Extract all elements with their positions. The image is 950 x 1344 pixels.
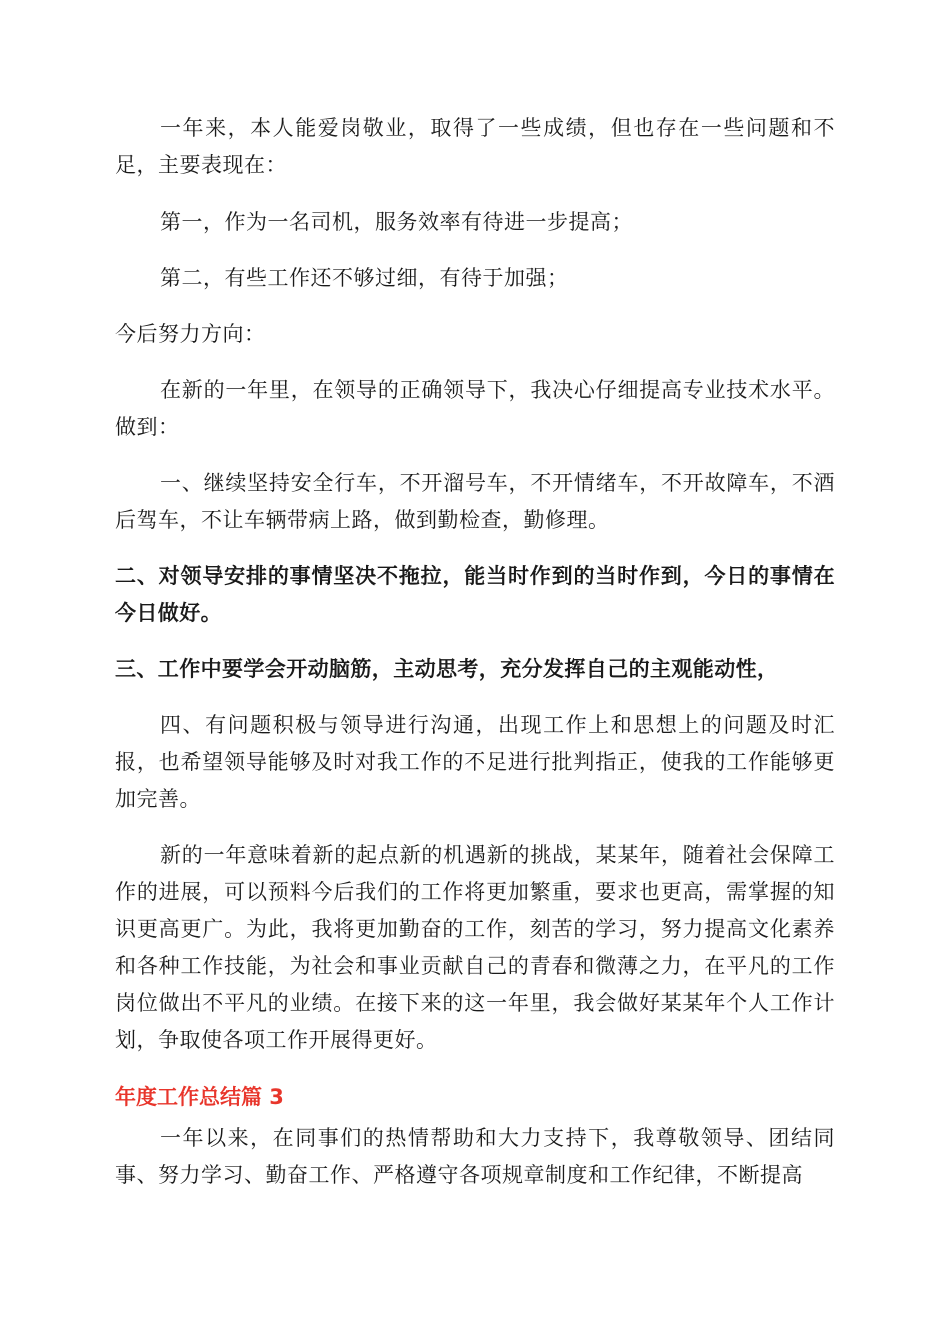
paragraph-direction-label: 今后努力方向： (115, 322, 266, 346)
paragraph-item-one: 一、继续坚持安全行车，不开溜号车，不开情绪车，不开故障车，不酒后驾车，不让车辆带病上路，做到勤检查，勤修理。 (115, 471, 835, 532)
paragraph-point-two: 第二，有些工作还不够过细，有待于加强； (160, 266, 569, 290)
paragraph-item-four: 四、有问题积极与领导进行沟通，出现工作上和思想上的问题及时汇报，也希望领导能够及时对我工作的不足进行批判指正，使我的工作能够更加完善。 (115, 713, 835, 811)
paragraph-item-two: 二、对领导安排的事情坚决不拖拉，能当时作到的当时作到，今日的事情在今日做好。 (115, 564, 835, 625)
paragraph-new-year-plan: 在新的一年里，在领导的正确领导下，我决心仔细提高专业技术水平。做到： (115, 378, 835, 439)
document-body (115, 110, 835, 1194)
paragraph-point-one: 第一，作为一名司机，服务效率有待进一步提高； (160, 210, 633, 234)
paragraph-section-three-start: 一年以来，在同事们的热情帮助和大力支持下，我尊敬领导、团结同事、努力学习、勤奋工作、严格遵守各项规章制度和工作纪律，不断提高 (115, 1126, 835, 1187)
paragraph-outlook: 新的一年意味着新的起点新的机遇新的挑战，某某年，随着社会保障工作的进展，可以预料今后我们的工作将更加繁重，要求也更高，需掌握的知识更高更广。为此，我将更加勤奋的工作，刻苦的学习，努力提高文化素养和各种工作技能，为社会和事业贡献自己的青春和微薄之力，在平凡的工作岗位做出不平凡的业绩。在接下来的这一年里，我会做好某某年个人工作计划，争取使各项工作开展得更好。 (115, 843, 835, 1052)
section-heading: 年度工作总结篇 3 (115, 1085, 284, 1109)
paragraph-intro: 一年来，本人能爱岗敬业，取得了一些成绩，但也存在一些问题和不足，主要表现在： (115, 116, 835, 177)
paragraph-item-three: 三、工作中要学会开动脑筋，主动思考，充分发挥自己的主观能动性， (115, 657, 779, 681)
